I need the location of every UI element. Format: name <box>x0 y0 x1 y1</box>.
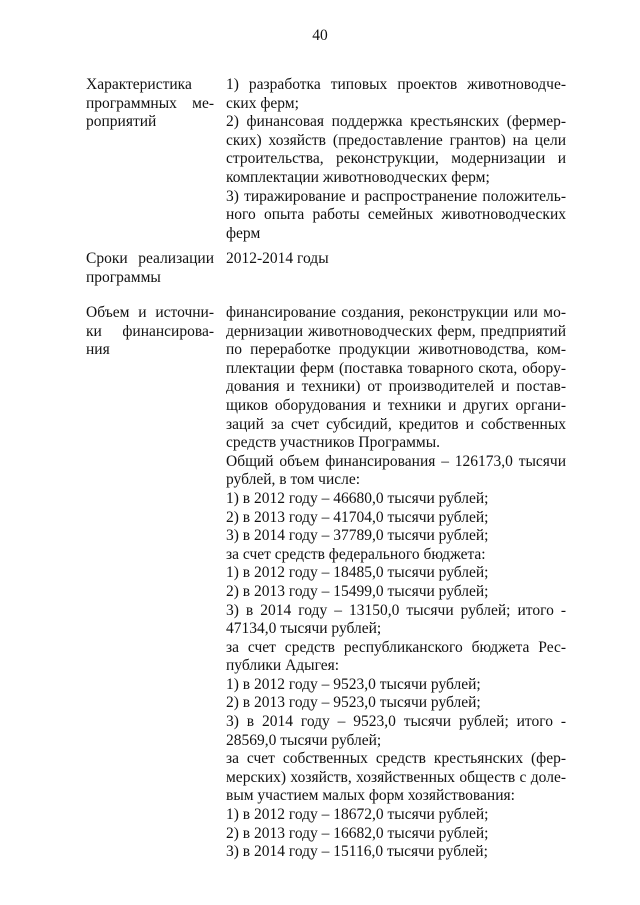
text-line: дования и техники) от производителей и постав- <box>226 378 566 396</box>
text-line: мерских) хозяйств, хозяйственных обществ с доле- <box>226 768 566 786</box>
text-line: 2) в 2013 году – 9523,0 тысячи рублей; <box>226 694 481 712</box>
text-line: 1) в 2012 году – 9523,0 тысячи рублей; <box>226 675 481 693</box>
text-line: ферм <box>226 224 261 242</box>
text-line: за счет средств республиканского бюджета Рес- <box>226 638 566 656</box>
text-line: ских) хозяйств (предоставление грантов) на цели <box>226 131 566 149</box>
text-line: 3) в 2014 году – 37789,0 тысячи рублей; <box>226 527 489 545</box>
text-line: по переработке продукции животноводства, ком- <box>226 341 566 359</box>
funding-item <box>226 602 566 639</box>
text-line: 3) в 2014 году – 9523,0 тысячи рублей; итого - <box>226 713 566 731</box>
activity-item <box>226 113 566 187</box>
funding-item <box>226 713 566 750</box>
program-period-content <box>226 250 566 269</box>
text-line: рублей, в том числе: <box>226 471 361 489</box>
label-line: Сроки реализации <box>86 250 214 267</box>
text-line: 1) в 2012 году – 18485,0 тысячи рублей; <box>226 564 489 582</box>
text-line: 47134,0 тысячи рублей; <box>226 620 382 638</box>
text-line: 2) в 2013 году – 41704,0 тысячи рублей; <box>226 508 489 526</box>
program-period-label <box>86 250 214 287</box>
republic-budget-heading <box>226 639 566 676</box>
text-line: за счет средств федерального бюджета: <box>226 545 486 563</box>
text-line: ного опыта работы семейных животноводческих <box>226 206 566 224</box>
label-line: роприятий <box>86 113 157 131</box>
text-line: 2) в 2013 году – 16682,0 тысячи рублей; <box>226 824 489 842</box>
own-funds-heading <box>226 750 566 806</box>
text-line: публики Адыгея: <box>226 657 340 675</box>
funding-item <box>226 676 566 695</box>
page-number: 40 <box>312 27 328 44</box>
text-line: 2) в 2013 году – 15499,0 тысячи рублей; <box>226 582 489 600</box>
text-line: 2) финансовая поддержка крестьянских (фермер- <box>226 113 566 131</box>
text-line: 1) в 2012 году – 46680,0 тысячи рублей; <box>226 489 489 507</box>
label-line: программы <box>86 268 161 286</box>
text-line: щиков оборудования и техники и других органи- <box>226 396 566 414</box>
program-activities-content <box>226 76 566 243</box>
funding-label <box>86 304 214 360</box>
text-line: заций за счет субсидий, кредитов и собственных <box>226 415 566 433</box>
label-line: Характеристика <box>86 76 192 93</box>
funding-content <box>226 304 566 862</box>
text-line: средств участников Программы. <box>226 434 440 452</box>
text-line: ских ферм; <box>226 94 299 112</box>
funding-item <box>226 564 566 583</box>
label-line: ния <box>86 341 110 359</box>
label-line: ки финансирова- <box>86 322 214 340</box>
activity-item <box>226 188 566 244</box>
text-line: 3) в 2014 году – 15116,0 тысячи рублей; <box>226 843 488 861</box>
text-line: 3) в 2014 году – 13150,0 тысячи рублей; итого - <box>226 601 566 619</box>
funding-item <box>226 843 566 862</box>
funding-item <box>226 583 566 602</box>
text-line: комплектации животноводческих ферм; <box>226 168 490 186</box>
funding-item <box>226 509 566 528</box>
text-line: 28569,0 тысячи рублей; <box>226 731 382 749</box>
text-line: финансирование создания, реконструкции или мо- <box>226 304 566 321</box>
funding-item <box>226 490 566 509</box>
funding-item <box>226 694 566 713</box>
period-value <box>226 250 566 269</box>
text-line: вым участием малых форм хозяйствования: <box>226 787 515 805</box>
text-line: 3) тиражирование и распространение положитель- <box>226 187 566 205</box>
funding-description <box>226 304 566 453</box>
text-line: строительства, реконструкции, модернизации и <box>226 150 566 168</box>
program-activities-label <box>86 76 214 132</box>
text-line: 1) в 2012 году – 18672,0 тысячи рублей; <box>226 806 489 824</box>
text-line: 1) разработка типовых проектов животноводче- <box>226 76 566 93</box>
funding-item <box>226 825 566 844</box>
federal-budget-heading <box>226 546 566 565</box>
funding-total <box>226 453 566 490</box>
text-line: дернизации животноводческих ферм, предприятий <box>226 322 566 340</box>
label-line: Объем и источни- <box>86 304 214 321</box>
text-line: плектации ферм (поставка товарного скота, обору- <box>226 359 566 377</box>
label-line: программных ме- <box>86 94 214 112</box>
funding-item <box>226 527 566 546</box>
text-line: за счет собственных средств крестьянских (фер- <box>226 750 566 768</box>
text-line: Общий объем финансирования – 126173,0 тысячи <box>226 452 566 470</box>
funding-item <box>226 806 566 825</box>
activity-item <box>226 76 566 113</box>
text-line: 2012-2014 годы <box>226 250 329 267</box>
